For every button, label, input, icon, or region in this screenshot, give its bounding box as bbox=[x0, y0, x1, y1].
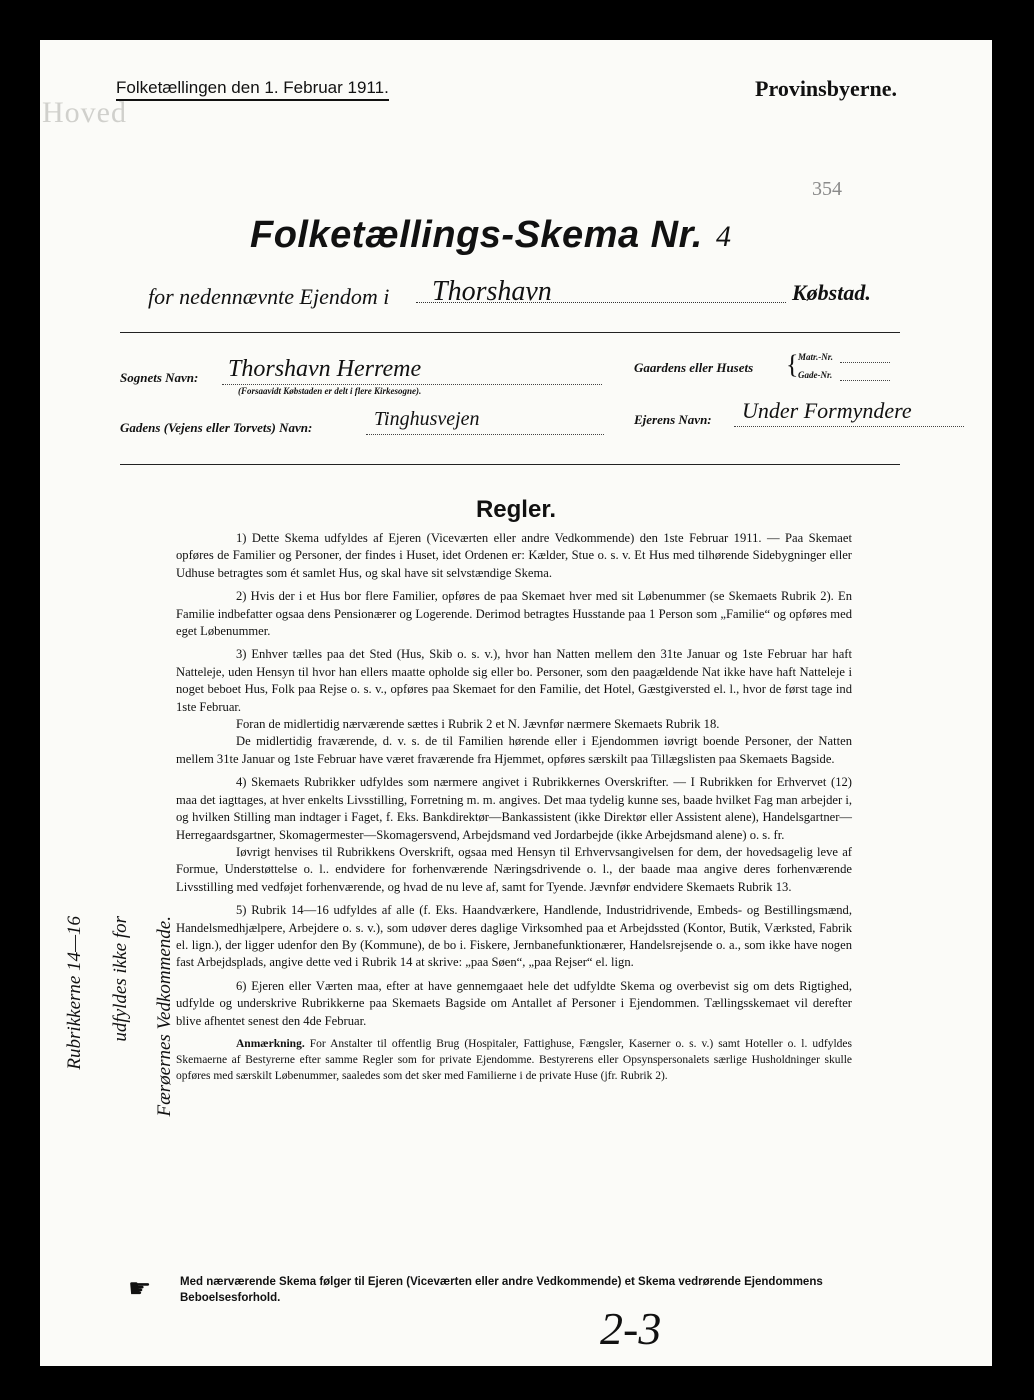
footer-handwritten-number: 2-3 bbox=[600, 1303, 662, 1354]
rule-4: 4) Skemaets Rubrikker udfyldes som nærmere angivet i Rubrikkernes Overskrifter. — I Rubrikken for Erhvervet (12) maa det iagttages, at hver enkelts Livsstilling, Forretning m. m. angives. Det maa tydelig kunne ses, baade hvilket Fag man arbejder i, og hvilken Stilling man indtager i Faget, f. Eks. Bankdirektør—Bankassistent (ikke Direktør eller Assistent alene), Handelsgartner—Herregaardsgartner, Skomagermester—Skomagersvend, Arbejdsmand ved Jordarbejde (ikke Arbejdsmand alene) o. s. fr. bbox=[176, 775, 852, 842]
rule-3-foran: Foran de midlertidig nærværende sættes i Rubrik 2 et N. Jævnfør nærmere Skemaets Rubrik 18. bbox=[236, 717, 720, 732]
rule-1: 1) Dette Skema udfyldes af Ejeren (Viceværten eller andre Vedkommende) den 1ste Februar 1911. — Paa Skemaet opføres de Familier og Personer, der findes i Huset, idet Ordenen er: Kælder, Stue o. s. v. Et Hus med tilhørende Sidebygninger eller Udhuse betragtes som ét samlet Hus, og skal have sit selvstændige Skema. bbox=[176, 531, 852, 580]
ejer-fill-line bbox=[734, 426, 964, 427]
sogn-value-handwritten: Thorshavn Herreme bbox=[228, 356, 422, 382]
rule-3: 3) Enhver tælles paa det Sted (Hus, Skib o. s. v.), hvor han Natten mellem den 31te Januar og 1ste Februar har haft Natteleje, uden Hensyn til hvor han ellers maatte opholde sig eller bo. Personer, som den paagældende Nat ikke have haft Natteleje i noget beboet Hus, Folk paa Rejse o. s. v., opføres paa Skemaet for den Familie, det Hotel, Gæstgiversted el. l., hvor de først tage ind 1ste Februar. bbox=[176, 647, 852, 714]
footer-note: Med nærværende Skema følger til Ejeren (Viceværten eller andre Vedkommende) et Skema vedrørende Ejendommens Beboelsesforhold. bbox=[180, 1276, 823, 1304]
gade-label: Gadens (Vejens eller Torvets) Navn: bbox=[120, 420, 313, 435]
divider-bottom bbox=[120, 464, 900, 465]
form-number-handwritten: 4 bbox=[716, 220, 731, 253]
rules-body bbox=[176, 530, 852, 1090]
header-census-date: Folketællingen den 1. Februar 1911. bbox=[116, 78, 389, 101]
side-note-line-3: Færøernes Vedkommende. bbox=[154, 916, 175, 1117]
matr-nr-fill-line bbox=[840, 362, 890, 363]
form-title: Folketællings-Skema Nr. bbox=[250, 214, 703, 256]
gade-fill-line bbox=[366, 434, 604, 435]
sogn-fill-line bbox=[222, 384, 602, 385]
gade-nr-fill-line bbox=[840, 380, 890, 381]
annotation-text: For Anstalter til offentlig Brug (Hospitaler, Fattighuse, Fængsler, Kaserner o. s. v.) samt Hoteller o. l. udfyldes Skemaerne af Bestyrerne efter samme Regler som for private Ejendomme. Bestyrerens eller Opsynspersonalets særlige Husholdninger skulle opføres med særskilt Løbenummer, saaledes som det sker med Familierne i de private Huse (jfr. Rubrik 2). bbox=[176, 1037, 852, 1082]
side-note-line-1: Rubrikkerne 14—16 bbox=[64, 916, 85, 1070]
page-number-stamp: 354 bbox=[812, 178, 842, 200]
gade-nr-label: Gade-Nr. bbox=[798, 370, 833, 380]
ejer-value-handwritten: Under Formyndere bbox=[742, 398, 912, 423]
ejer-label: Ejerens Navn: bbox=[634, 412, 712, 427]
subtitle-suffix: Købstad. bbox=[792, 280, 871, 305]
rule-2: 2) Hvis der i et Hus bor flere Familier, opføres de paa Skemaet hver med sit Løbenummer (se Skemaets Rubrik 2). En Familie indbefatter ogsaa dens Pensionærer og Logerende. Derimod betragtes Husstande paa 1 Person som „Familie“ og opføres med eget Løbenummer. bbox=[176, 589, 852, 639]
rule-4-iovrigt: Iøvrigt henvises til Rubrikkens Overskrift, ogsaa med Hensyn til Erhvervsangivelsen for dem, der hovedsagelig leve af Formue, Understøttelse o. l.. endvidere for forhenværende Næringsdrivende o. l., der baade maa angive deres forhenværende Livsstilling med vedføjet forhenværende, og hvad de nu leve af, samt for Tyende. Jævnfør endvidere Skemaets Rubrik 13. bbox=[176, 844, 852, 894]
rule-3-fravaerende: De midlertidig fraværende, d. v. s. de til Familien hørende eller i Ejendommen iøvrigt boende Personer, der Natten mellem 31te Januar og 1ste Februar have været fraværende fra Hjemmet, opføres særskilt paa Tillægslisten paa Skemaets Bagside. bbox=[176, 734, 852, 766]
annotation-label: Anmærkning. bbox=[236, 1037, 305, 1050]
gaard-label: Gaardens eller Husets bbox=[634, 360, 754, 375]
sogn-label: Sognets Navn: bbox=[120, 370, 199, 385]
subtitle-town-handwritten: Thorshavn bbox=[432, 276, 552, 307]
gade-value-handwritten: Tinghusvejen bbox=[374, 408, 480, 430]
annotation bbox=[176, 1036, 852, 1084]
side-note-line-2: udfyldes ikke for bbox=[110, 916, 131, 1042]
bleed-through-text: Hoved bbox=[42, 96, 127, 129]
matr-nr-label: Matr.-Nr. bbox=[798, 352, 834, 362]
rules-heading: Regler. bbox=[475, 496, 557, 523]
rule-5: 5) Rubrik 14—16 udfyldes af alle (f. Eks. Haandværkere, Handlende, Industridrivende, Embeds- og Bestillingsmænd, Handelsmedhjælpere, Arbejdere o. s. v.), som udøver deres daglige Virksomhed paa et Arbejdssted (Kontor, Butik, Værksted, Fabrik el. lign.), der ligger udenfor den By (Kommune), de bo i. Fiskere, Jernbanefunktionærer, Handelsrejsende o. a., som ikke have nogen fast Arbejdsplads, angive dette ved i Rubrik 14 at skrive: „paa Søen“, „paa Rejser“ el. lign. bbox=[176, 903, 852, 970]
sogn-note: (Forsaavidt Købstaden er delt i flere Kirkesogne). bbox=[238, 386, 422, 396]
rule-6: 6) Ejeren eller Værten maa, efter at have gennemgaaet hele det udfyldte Skema og overbevist sig om dets Rigtighed, udfylde og underskrive Rubrikkerne paa Skemaets Bagside om Antallet af Personer i Ejendommen. Tællingsskemaet vil derefter blive afhentet senest den 4de Februar. bbox=[176, 978, 852, 1028]
header-region: Provinsbyerne. bbox=[755, 76, 897, 101]
side-note bbox=[50, 916, 186, 1226]
subtitle-prefix: for nedennævnte Ejendom i bbox=[148, 284, 390, 309]
document-page bbox=[40, 40, 992, 1366]
brace-icon: { bbox=[786, 350, 799, 379]
pointing-hand-icon: ☛ bbox=[128, 1274, 152, 1303]
divider-top bbox=[120, 332, 900, 333]
